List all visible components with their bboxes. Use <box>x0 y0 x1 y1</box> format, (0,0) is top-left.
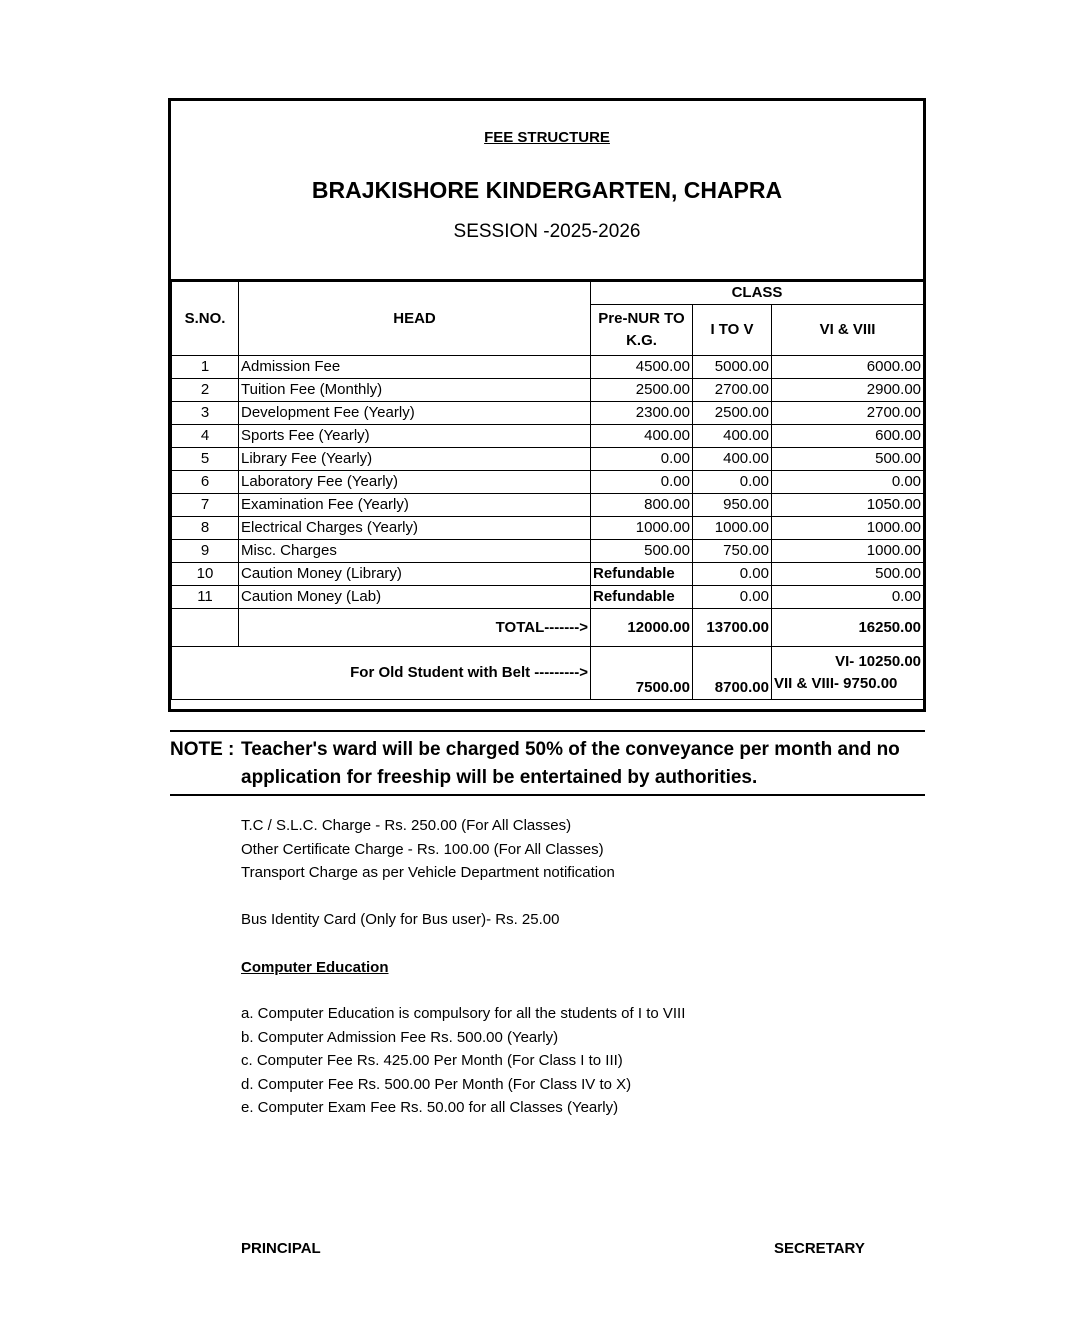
table-row <box>172 425 924 448</box>
bus-identity-card: Bus Identity Card (Only for Bus user)- Rs. 25.00 <box>241 911 560 928</box>
row-vi-viii: 2700.00 <box>772 402 924 425</box>
row-sno: 3 <box>172 402 239 425</box>
total-sno-empty <box>172 609 239 647</box>
row-head: Laboratory Fee (Yearly) <box>239 471 591 494</box>
row-vi-viii: 6000.00 <box>772 356 924 379</box>
row-prenur: 1000.00 <box>591 517 693 540</box>
row-sno: 6 <box>172 471 239 494</box>
row-i-v: 2500.00 <box>693 402 772 425</box>
col-header-i-v: I TO V <box>693 305 772 356</box>
table-row <box>172 517 924 540</box>
old-student-prenur: 7500.00 <box>591 647 693 700</box>
row-i-v: 400.00 <box>693 448 772 471</box>
row-vi-viii: 0.00 <box>772 586 924 609</box>
col-header-prenur: Pre-NUR TO K.G. <box>591 305 693 356</box>
old-student-vi-viii <box>772 647 924 700</box>
row-head: Library Fee (Yearly) <box>239 448 591 471</box>
row-i-v: 950.00 <box>693 494 772 517</box>
row-i-v: 400.00 <box>693 425 772 448</box>
row-vi-viii: 500.00 <box>772 563 924 586</box>
col-header-sno: S.NO. <box>172 282 239 356</box>
table-row <box>172 448 924 471</box>
row-head: Tuition Fee (Monthly) <box>239 379 591 402</box>
row-head: Caution Money (Library) <box>239 563 591 586</box>
school-name: BRAJKISHORE KINDERGARTEN, CHAPRA <box>311 177 783 203</box>
computer-education-list <box>241 1002 685 1120</box>
col-header-vi-viii: VI & VIII <box>772 305 924 356</box>
computer-item: b. Computer Admission Fee Rs. 500.00 (Yearly) <box>241 1028 559 1046</box>
computer-education-title-block <box>241 956 389 980</box>
row-prenur: Refundable <box>591 586 693 609</box>
charge-tc-slc: T.C / S.L.C. Charge - Rs. 250.00 (For All Classes) <box>241 817 572 834</box>
row-prenur: 800.00 <box>591 494 693 517</box>
principal-signature-label: PRINCIPAL <box>241 1240 321 1257</box>
table-row <box>172 494 924 517</box>
row-head: Admission Fee <box>239 356 591 379</box>
row-prenur: Refundable <box>591 563 693 586</box>
row-i-v: 0.00 <box>693 563 772 586</box>
table-row <box>172 379 924 402</box>
row-i-v: 2700.00 <box>693 379 772 402</box>
note-text: Teacher's ward will be charged 50% of the conveyance per month and no application for freeship will be entertained by authorities. <box>241 739 900 788</box>
row-sno: 8 <box>172 517 239 540</box>
row-head: Caution Money (Lab) <box>239 586 591 609</box>
row-i-v: 1000.00 <box>693 517 772 540</box>
total-row <box>172 609 924 647</box>
row-sno: 5 <box>172 448 239 471</box>
fee-structure-label: FEE STRUCTURE <box>484 129 610 146</box>
secretary-signature-label: SECRETARY <box>774 1240 865 1257</box>
row-sno: 10 <box>172 563 239 586</box>
note-block <box>170 730 925 796</box>
row-prenur: 0.00 <box>591 448 693 471</box>
table-row <box>172 356 924 379</box>
session-label: SESSION -2025-2026 <box>453 221 641 242</box>
row-prenur: 400.00 <box>591 425 693 448</box>
row-i-v: 750.00 <box>693 540 772 563</box>
row-head: Development Fee (Yearly) <box>239 402 591 425</box>
row-vi-viii: 1000.00 <box>772 517 924 540</box>
charges-list <box>241 814 615 885</box>
computer-item: e. Computer Exam Fee Rs. 50.00 for all Classes (Yearly) <box>241 1099 619 1116</box>
row-head: Misc. Charges <box>239 540 591 563</box>
row-head: Electrical Charges (Yearly) <box>239 517 591 540</box>
row-i-v: 5000.00 <box>693 356 772 379</box>
total-label: TOTAL-------> <box>239 609 591 647</box>
row-sno: 9 <box>172 540 239 563</box>
computer-item: d. Computer Fee Rs. 500.00 Per Month (For Class IV to X) <box>241 1075 632 1093</box>
row-prenur: 0.00 <box>591 471 693 494</box>
computer-education-title: Computer Education <box>241 959 389 976</box>
charge-transport: Transport Charge as per Vehicle Department notification <box>241 864 615 881</box>
row-i-v: 0.00 <box>693 586 772 609</box>
row-prenur: 2500.00 <box>591 379 693 402</box>
row-vi-viii: 0.00 <box>772 471 924 494</box>
row-prenur: 4500.00 <box>591 356 693 379</box>
table-row <box>172 402 924 425</box>
row-sno: 2 <box>172 379 239 402</box>
old-student-i-v: 8700.00 <box>693 647 772 700</box>
row-i-v: 0.00 <box>693 471 772 494</box>
title-area <box>171 101 923 281</box>
row-head: Examination Fee (Yearly) <box>239 494 591 517</box>
row-sno: 11 <box>172 586 239 609</box>
old-student-row <box>172 647 924 700</box>
note-label: NOTE : <box>170 739 235 760</box>
row-sno: 4 <box>172 425 239 448</box>
table-row <box>172 563 924 586</box>
table-row <box>172 471 924 494</box>
fee-table-frame <box>168 98 926 712</box>
col-header-head: HEAD <box>239 282 591 356</box>
row-vi-viii: 500.00 <box>772 448 924 471</box>
bus-card-line <box>241 908 559 932</box>
row-head: Sports Fee (Yearly) <box>239 425 591 448</box>
old-student-vii-viii: VII & VIII- 9750.00 <box>774 675 898 692</box>
old-student-vi: VI- 10250.00 <box>835 653 922 670</box>
row-sno: 7 <box>172 494 239 517</box>
row-vi-viii: 600.00 <box>772 425 924 448</box>
computer-item: c. Computer Fee Rs. 425.00 Per Month (For Class I to III) <box>241 1052 623 1069</box>
total-vi-viii: 16250.00 <box>772 609 924 647</box>
row-sno: 1 <box>172 356 239 379</box>
row-vi-viii: 2900.00 <box>772 379 924 402</box>
row-vi-viii: 1050.00 <box>772 494 924 517</box>
row-prenur: 2300.00 <box>591 402 693 425</box>
total-i-v: 13700.00 <box>693 609 772 647</box>
table-row <box>172 540 924 563</box>
col-header-class: CLASS <box>591 282 924 305</box>
row-vi-viii: 1000.00 <box>772 540 924 563</box>
computer-item: a. Computer Education is compulsory for all the students of I to VIII <box>241 1005 686 1022</box>
charge-other-certificate: Other Certificate Charge - Rs. 100.00 (For All Classes) <box>241 840 604 858</box>
fee-table <box>171 281 924 700</box>
table-row <box>172 586 924 609</box>
total-prenur: 12000.00 <box>591 609 693 647</box>
old-student-label: For Old Student with Belt ---------> <box>172 647 591 700</box>
row-prenur: 500.00 <box>591 540 693 563</box>
